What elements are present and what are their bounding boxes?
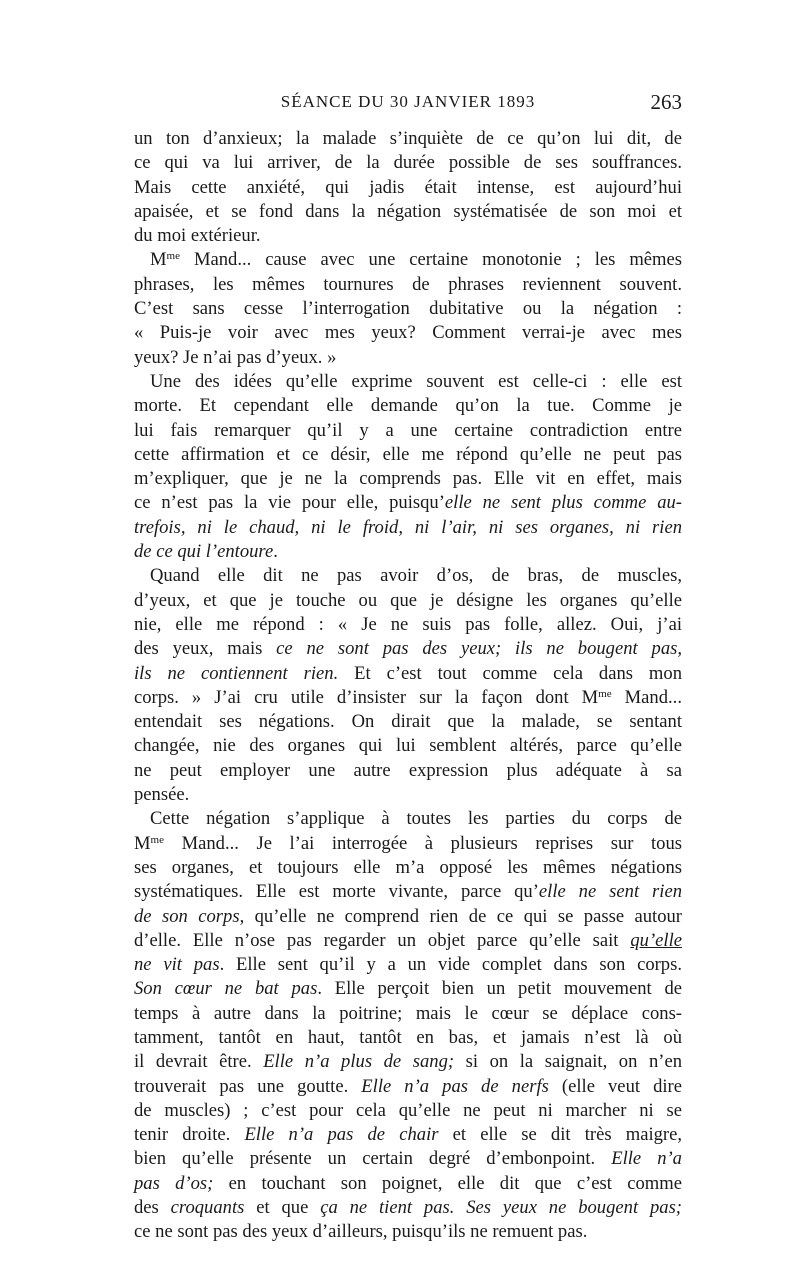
text-span: corps. » J’ai cru utile d’insister sur la façon dont M	[134, 686, 599, 708]
text-span: pensée.	[134, 784, 190, 806]
text-line	[134, 321, 682, 345]
text-span: de muscles) ; c’est pour cela qu’elle ne peut ni marcher ni se	[134, 1099, 682, 1121]
text-span: systématiques. Elle est morte vivante, parce qu’	[134, 881, 539, 903]
text-span: Mand... Je l’ai interrogée à plusieurs reprises sur tous	[164, 832, 682, 854]
text-line	[134, 200, 682, 224]
text-span: morte. Et cependant elle demande qu’on la tue. Comme je	[134, 395, 682, 417]
text-span: ils ne contiennent rien.	[134, 662, 339, 684]
text-span: m’expliquer, que je ne la comprends pas. Elle vit en effet, mais	[134, 468, 682, 490]
text-line	[134, 637, 682, 661]
text-span: entendait ses négations. On dirait que la malade, se sentant	[134, 711, 682, 733]
text-span: de ce qui l’entoure	[134, 541, 274, 563]
text-line	[134, 1050, 682, 1074]
text-line	[134, 613, 682, 637]
text-line	[134, 929, 682, 953]
text-span: Mais cette anxiété, qui jadis était intense, est aujourd’hui	[134, 176, 682, 198]
text-line	[134, 1123, 682, 1147]
text-span: (elle veut dire	[548, 1075, 682, 1097]
text-line	[134, 1002, 682, 1026]
text-span: croquants	[170, 1197, 245, 1219]
text-line	[134, 1099, 682, 1123]
text-line	[134, 589, 682, 613]
text-line	[134, 880, 682, 904]
text-span: ça ne tient pas. Ses yeux ne bougent pas;	[320, 1197, 682, 1219]
superscript: me	[598, 687, 612, 700]
text-line	[134, 297, 682, 321]
text-line	[134, 807, 682, 831]
text-line	[134, 248, 682, 272]
text-line	[134, 540, 682, 564]
text-span: tenir droite.	[134, 1124, 245, 1146]
text-span: temps à autre dans la poitrine; mais le cœur se déplace cons-	[134, 1002, 682, 1024]
running-header	[134, 92, 682, 120]
body-text	[134, 127, 682, 1245]
text-line	[134, 443, 682, 467]
text-line	[134, 394, 682, 418]
text-span: du moi extérieur.	[134, 225, 261, 247]
text-line	[134, 516, 682, 540]
text-span: . Elle perçoit bien un petit mouvement de	[317, 978, 682, 1000]
text-span: des yeux, mais	[134, 638, 277, 660]
superscript: me	[166, 250, 180, 263]
text-span: des	[134, 1197, 171, 1219]
text-span: un ton d’anxieux; la malade s’inquiète de ce qu’on lui dit, de	[134, 128, 682, 149]
text-span: nie, elle me répond : « Je ne suis pas folle, allez. Oui, j’ai	[134, 613, 682, 635]
text-line	[134, 224, 682, 248]
text-line	[134, 832, 682, 856]
text-span: M	[150, 249, 167, 271]
text-line	[134, 273, 682, 297]
text-span: Son cœur ne bat pas	[134, 978, 318, 1000]
text-line	[134, 127, 682, 151]
text-span: « Puis-je voir avec mes yeux? Comment verrai-je avec mes	[134, 322, 682, 344]
text-line	[134, 856, 682, 880]
text-span: si on la saignait, on n’en	[454, 1051, 683, 1073]
text-span: trefois, ni le chaud, ni le froid, ni l’air, ni ses organes, ni rien	[134, 516, 682, 538]
text-span: Cette négation s’applique à toutes les parties du corps de	[150, 808, 682, 830]
text-span: pas d’os;	[134, 1172, 214, 1194]
text-span: M	[134, 832, 151, 854]
text-span: qu’elle	[630, 929, 682, 951]
text-line	[134, 1220, 682, 1244]
text-span: Elle n’a pas de chair	[244, 1124, 439, 1146]
text-line	[134, 419, 682, 443]
text-span: ce n’est pas la vie pour elle, puisqu’	[134, 492, 445, 514]
superscript: me	[150, 833, 164, 846]
text-line	[134, 710, 682, 734]
text-span: Elle n’a plus de sang;	[263, 1051, 455, 1073]
text-span: ce qui va lui arriver, de la durée possible de ses souffrances.	[134, 152, 682, 174]
text-line	[134, 151, 682, 175]
text-span: Elle n’a	[611, 1148, 682, 1170]
text-line	[134, 346, 682, 370]
text-span: , qu’elle ne comprend rien de ce qui se passe autour	[239, 905, 683, 927]
text-span: changée, nie des organes qui lui semblent altérés, parce qu’elle	[134, 735, 682, 757]
text-line	[134, 953, 682, 977]
text-span: il devrait être.	[134, 1051, 264, 1073]
header-title: SÉANCE DU 30 JANVIER 1893	[280, 92, 536, 111]
text-line	[134, 783, 682, 807]
text-span: ne peut employer une autre expression plus adéquate à sa	[134, 759, 682, 781]
text-line	[134, 1075, 682, 1099]
text-span: Une des idées qu’elle exprime souvent est celle-ci : elle est	[150, 370, 682, 392]
text-span: d’yeux, et que je touche ou que je désigne les organes qu’elle	[134, 589, 682, 611]
text-span: elle ne sent rien	[538, 881, 682, 903]
text-span: elle ne sent plus comme au-	[444, 492, 682, 514]
text-line	[134, 1172, 682, 1196]
text-span: tamment, tantôt en haut, tantôt en bas, et jamais n’est là où	[134, 1026, 682, 1048]
text-span: C’est sans cesse l’interrogation dubitative ou la négation :	[134, 298, 682, 320]
text-span: et elle se dit très maigre,	[438, 1124, 682, 1146]
text-span: ses organes, et toujours elle m’a opposé les mêmes négations	[134, 856, 682, 878]
text-line	[134, 1026, 682, 1050]
text-span: lui fais remarquer qu’il y a une certaine contradiction entre	[134, 419, 682, 441]
text-line	[134, 491, 682, 515]
page-number: 263	[650, 90, 682, 114]
text-span: .	[273, 541, 278, 563]
text-span: Elle n’a pas de nerfs	[361, 1075, 549, 1097]
text-span: d’elle. Elle n’ose pas regarder un objet parce qu’elle sait	[134, 929, 631, 951]
text-span: ne vit pas	[134, 954, 220, 976]
text-span: phrases, les mêmes tournures de phrases reviennent souvent.	[134, 273, 682, 295]
text-span: cette affirmation et ce désir, elle me répond qu’elle ne peut pas	[134, 443, 682, 465]
text-span: . Elle sent qu’il y a un vide complet dans son corps.	[219, 954, 682, 976]
text-line	[134, 686, 682, 710]
text-line	[134, 977, 682, 1001]
text-span: bien qu’elle présente un certain degré d’embonpoint.	[134, 1148, 612, 1170]
text-span: Mand... cause avec une certaine monotonie ; les mêmes	[180, 249, 682, 271]
text-span: trouverait pas une goutte.	[134, 1075, 362, 1097]
text-span: yeux? Je n’ai pas d’yeux. »	[134, 346, 337, 368]
text-line	[134, 1196, 682, 1220]
text-line	[134, 759, 682, 783]
text-line	[134, 1147, 682, 1171]
text-span: en touchant son poignet, elle dit que c’est comme	[213, 1172, 682, 1194]
text-span: Et c’est tout comme cela dans mon	[338, 662, 682, 684]
text-line	[134, 905, 682, 929]
text-span: ce ne sont pas des yeux d’ailleurs, puisqu’ils ne remuent pas.	[134, 1221, 588, 1243]
text-span: et que	[244, 1197, 321, 1219]
text-line	[134, 662, 682, 686]
text-span: apaisée, et se fond dans la négation systématisée de son moi et	[134, 200, 682, 222]
text-span: de son corps	[134, 905, 240, 927]
text-span: Quand elle dit ne pas avoir d’os, de bras, de muscles,	[150, 565, 682, 587]
text-span: Mand...	[611, 686, 682, 708]
text-line	[134, 734, 682, 758]
text-span: ce ne sont pas des yeux; ils ne bougent pas,	[276, 638, 683, 660]
text-line	[134, 370, 682, 394]
text-line	[134, 564, 682, 588]
text-line	[134, 176, 682, 200]
text-line	[134, 467, 682, 491]
